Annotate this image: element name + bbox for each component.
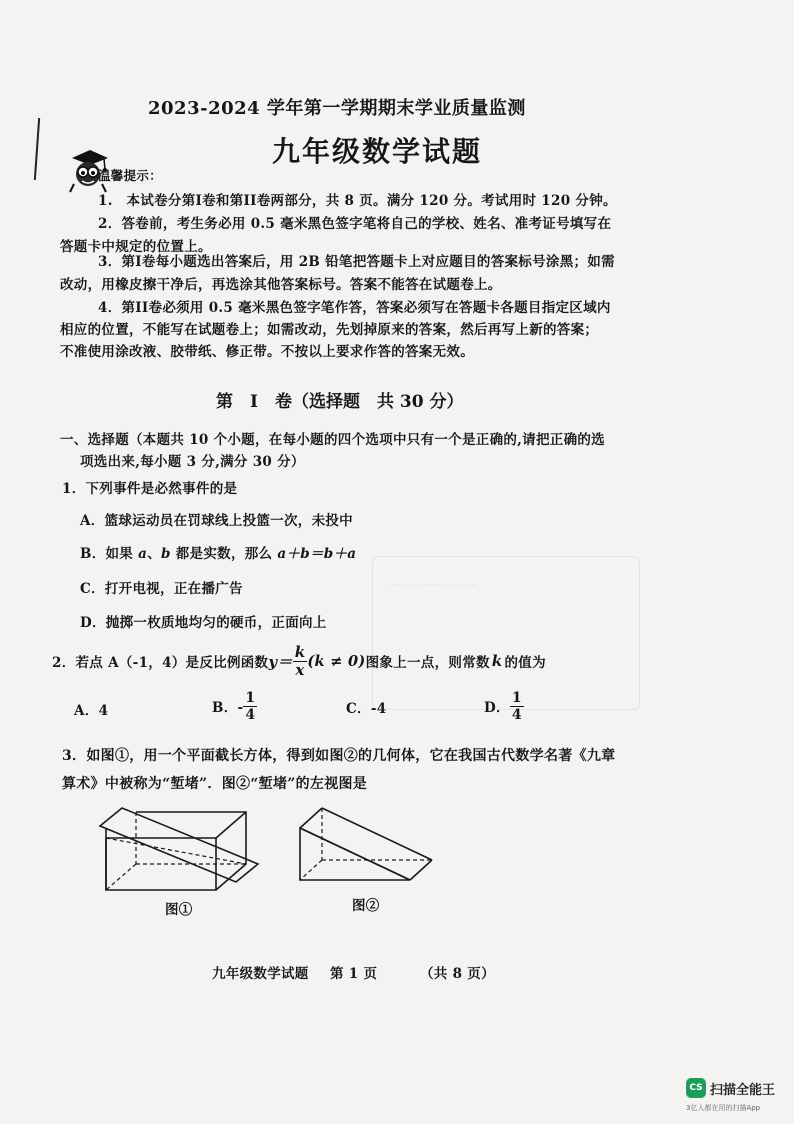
- section-intro-line-1: 一、选择题（本题共 10 个小题，在每小题的四个选项中只有一个是正确的,请把正确的选: [60, 432, 605, 448]
- camscanner-logo-text: CS: [689, 1083, 703, 1093]
- page-title: 九年级数学试题: [272, 135, 483, 168]
- q2-opt-d-label: D．: [484, 700, 510, 716]
- section-title: 第 I 卷（选择题 共 30 分）: [216, 392, 464, 412]
- camscanner-tagline: 3亿人都在用的扫描App: [686, 1104, 761, 1112]
- tips-label: 温馨提示：: [98, 168, 163, 183]
- q2-stem-suffix: 图象上一点，则常数: [365, 655, 490, 671]
- bleed-through-text: ……………………: [390, 576, 478, 589]
- margin-pen-mark: [34, 118, 40, 180]
- tip-1-line-1: 1. 本试卷分第I卷和第II卷两部分，共 8 页。满分 120 分。考试用时 120 分钟。: [98, 193, 617, 209]
- option-b-expression: a＋b＝b＋a: [277, 546, 357, 562]
- question-3-line-2: 算术》中被称为“堑堵”．图②“堑堵”的左视图是: [62, 776, 368, 792]
- tip-3-line-2: 改动，用橡皮擦干净后，再选涂其他答案标号。答案不能答在试题卷上。: [60, 277, 502, 293]
- figure-1-cuboid-diagram: [96, 806, 266, 900]
- exam-name: 2023-2024 学年第一学期期末学业质量监测: [148, 98, 526, 119]
- q2-opt-b-denominator: 4: [245, 706, 256, 723]
- camscanner-app-name: 扫描全能王: [710, 1083, 776, 1098]
- q2-func-condition: (k ≠ 0): [307, 652, 366, 670]
- footer-page-number: 第 1 页: [330, 966, 378, 982]
- q2-opt-b-numerator: 1: [245, 689, 256, 706]
- option-b-sep: 、: [147, 546, 161, 562]
- q2-opt-b-fraction: [243, 691, 257, 722]
- question-2-option-d: [484, 684, 524, 728]
- var-b: b: [161, 546, 171, 562]
- q2-fraction-numerator: k: [294, 642, 306, 661]
- question-1-option-c: C．打开电视，正在播广告: [80, 581, 243, 597]
- figure-1-caption: 图①: [165, 902, 193, 918]
- figure-2-qiandu-diagram: [294, 806, 442, 888]
- q2-opt-d-numerator: 1: [511, 689, 522, 706]
- option-b-prefix: B．如果: [80, 546, 139, 562]
- footer-total-pages: （共 8 页）: [420, 966, 495, 982]
- var-a: a: [138, 546, 148, 562]
- tip-4-line-2: 相应的位置，不能写在试题卷上；如需改动，先划掉原来的答案，然后再写上新的答案；: [60, 322, 599, 338]
- option-b-tail: 都是实数，那么: [170, 546, 278, 562]
- q2-fraction-denominator: x: [295, 660, 305, 679]
- question-1-stem: 1．下列事件是必然事件的是: [62, 481, 238, 497]
- tip-2-line-1: 2．答卷前，考生务必用 0.5 毫米黑色签字笔将自己的学校、姓名、准考证号填写在: [98, 216, 612, 232]
- question-1-option-d: D．抛掷一枚质地均匀的硬币，正面向上: [80, 615, 327, 631]
- q2-stem-prefix: 2．若点 A（-1，4）是反比例函数: [52, 655, 269, 671]
- question-2-option-a: A．4: [74, 703, 109, 719]
- section-intro-line-2: 项选出来,每小题 3 分,满分 30 分）: [80, 454, 305, 470]
- q2-function-fraction: [293, 642, 308, 679]
- question-2-stem: [52, 636, 546, 686]
- q2-opt-d-denominator: 4: [511, 706, 522, 723]
- question-2-option-b: [212, 684, 257, 728]
- figure-2-caption: 图②: [352, 898, 380, 914]
- question-2-option-c: C．-4: [346, 701, 387, 717]
- camscanner-logo-icon: [686, 1078, 706, 1098]
- question-1-option-a: A．篮球运动员在罚球线上投篮一次，未投中: [80, 513, 353, 529]
- question-1-option-b: [80, 542, 356, 562]
- question-3-line-1: 3．如图①，用一个平面截长方体，得到如图②的几何体，它在我国古代数学名著《九章: [62, 748, 616, 764]
- tip-3-line-1: 3．第I卷每小题选出答案后，用 2B 铅笔把答题卡上对应题目的答案标号涂黑；如需: [98, 254, 615, 270]
- footer-subject: 九年级数学试题: [212, 966, 309, 982]
- tip-4-line-1: 4．第II卷必须用 0.5 毫米黑色签字笔作答，答案必须写在答题卡各题目指定区域内: [98, 300, 611, 316]
- tip-4-line-3: 不准使用涂改液、胶带纸、修正带。不按以上要求作答的答案无效。: [60, 344, 474, 360]
- q2-opt-d-fraction: [510, 691, 524, 722]
- q2-func-y: y＝: [268, 652, 293, 671]
- q2-stem-end: 的值为: [504, 655, 546, 671]
- q2-opt-b-label: B．-: [212, 700, 244, 716]
- camscanner-watermark: [686, 1078, 790, 1118]
- tip-2-line-2: 答题卡中规定的位置上。: [60, 239, 212, 255]
- q2-var-k: k: [491, 652, 503, 670]
